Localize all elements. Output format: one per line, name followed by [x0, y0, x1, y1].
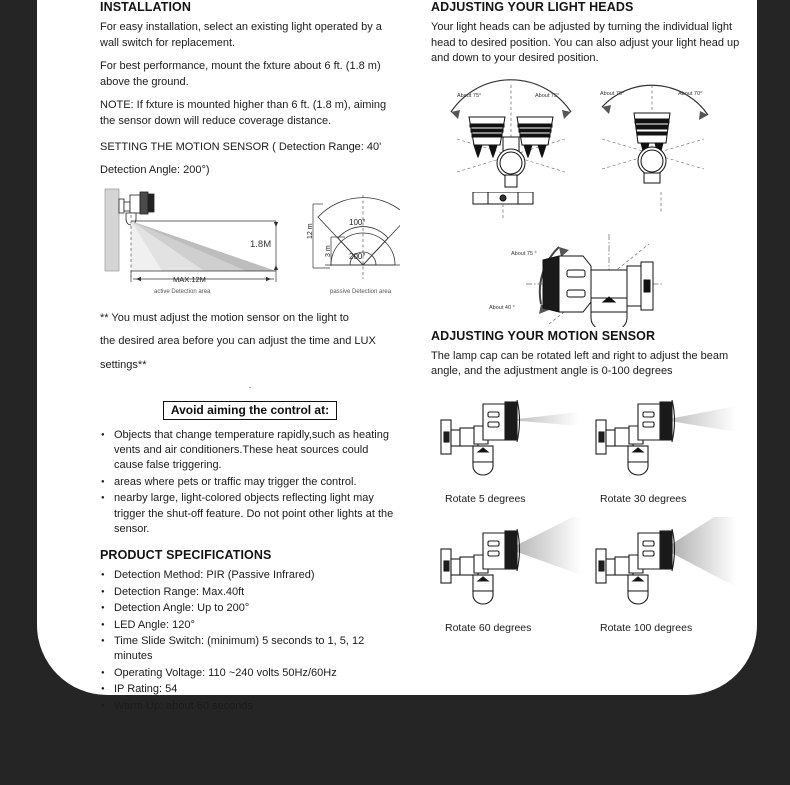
specifications-heading: PRODUCT SPECIFICATIONS: [100, 548, 272, 563]
setting-sensor-line-2: Detection Angle: 200°): [100, 164, 210, 177]
light-head-side-view-diagram: [431, 192, 741, 327]
rotation-label: Rotate 100 degrees: [600, 622, 693, 635]
passive-caption: passive Detection area: [330, 288, 392, 295]
list-item: ● Objects that change temperature rapidly,such as heating vents and air conditioners.These heat sources could cause false triggering.: [100, 428, 400, 474]
avoid-title-wrap: [100, 401, 400, 420]
front-view-right-angle-label: About 75°: [535, 92, 560, 99]
list-item: ● LED Angle: 120°: [100, 618, 400, 633]
passive-outer-radius-label: 12 m: [307, 223, 314, 239]
rotation-diagram-30: [586, 388, 736, 488]
rotation-diagram-60: [431, 517, 581, 617]
list-item: ● IP Rating: 54: [100, 682, 400, 697]
installation-paragraph-3: NOTE: If fxture is mounted higher than 6 ft. (1.8 m), aiming the sensor down will reduce coverage distance.: [100, 99, 387, 128]
passive-outer-angle-label: 100°: [349, 217, 366, 227]
list-item: ● Detection Method: PIR (Passive Infrared): [100, 568, 400, 583]
light-heads-heading: ADJUSTING YOUR LIGHT HEADS: [431, 0, 634, 14]
rotation-cell-3: [431, 517, 586, 634]
rotation-diagram-100: [586, 517, 736, 617]
warning-block: [100, 311, 400, 538]
list-item: ● Detection Range: Max.40ft: [100, 585, 400, 600]
manual-page: [37, 0, 757, 712]
installation-heading: INSTALLATION: [100, 0, 192, 14]
list-item: ● Operating Voltage: 110 ~240 volts 50Hz/60Hz: [100, 666, 400, 681]
detection-area-diagram: [100, 187, 400, 297]
list-item: ● Detection Angle: Up to 200°: [100, 601, 400, 616]
active-height-label: 1.8M: [250, 238, 272, 250]
warning-note-line-2: the desired area before you can adjust the time and LUX: [100, 335, 376, 348]
list-item: ● Warm Up: about 60 seconds: [100, 699, 400, 714]
rotation-diagram-grid: [431, 388, 741, 634]
front-view-left-angle-label: About 75°: [457, 92, 482, 99]
angled-view-left-angle-label: About 75°: [600, 90, 625, 97]
light-heads-paragraph: Your light heads can be adjusted by turning the individual light head to desired position. You can also adjust your light head up and down to your desired position.: [431, 21, 740, 65]
page-columns: [37, 0, 757, 712]
passive-inner-angle-label: 200°: [349, 251, 366, 261]
installation-paragraph-2: For best performance, mount the fxture about 6 ft. (1.8 m) above the ground.: [100, 60, 381, 88]
specifications-list: [100, 568, 400, 714]
warning-note-line-3: settings**: [100, 359, 147, 372]
motion-sensor-heading: ADJUSTING YOUR MOTION SENSOR: [431, 328, 656, 343]
avoid-list: [100, 428, 400, 538]
rotation-label: Rotate 30 degrees: [600, 493, 687, 506]
rotation-cell-4: [586, 517, 741, 634]
passive-inner-radius-label: 3 m: [325, 245, 332, 257]
angled-view-right-angle-label: About 70°: [678, 90, 703, 97]
left-column: [100, 0, 400, 715]
rotation-diagram-5: [431, 388, 581, 488]
list-item: ● areas where pets or traffic may trigger the control.: [100, 475, 400, 490]
rotation-cell-2: [586, 388, 741, 505]
installation-paragraph-1: For easy installation, select an existing light operated by a wall switch for replacement.: [100, 21, 382, 49]
list-item: ● Time Slide Switch: (minimum) 5 seconds to 1, 5, 12 minutes: [100, 634, 400, 665]
rotation-label: Rotate 60 degrees: [445, 622, 532, 635]
stray-mark: .: [248, 379, 252, 391]
avoid-title: Avoid aiming the control at:: [163, 401, 337, 420]
rotation-cell-1: [431, 388, 586, 505]
active-distance-label: MAX.12M: [173, 274, 206, 284]
right-column: [431, 0, 741, 634]
rotation-label: Rotate 5 degrees: [445, 493, 526, 506]
side-view-lower-angle-label: About 40 °: [489, 304, 515, 311]
warning-note-line-1: ** You must adjust the motion sensor on the light to: [100, 311, 349, 324]
setting-sensor-line-1: SETTING THE MOTION SENSOR ( Detection Range: 40': [100, 140, 382, 153]
motion-sensor-paragraph: The lamp cap can be rotated left and right to adjust the beam angle, and the adjustment angle is 0-100 degrees: [431, 349, 729, 378]
light-head-rotation-diagram: [431, 75, 741, 190]
list-item: ● nearby large, light-colored objects reflecting light may trigger the shut-off feature. Do not point other lights at the sensor.: [100, 491, 400, 537]
active-caption: active Detection area: [154, 288, 211, 295]
side-view-upper-angle-label: About 75 °: [511, 250, 537, 257]
